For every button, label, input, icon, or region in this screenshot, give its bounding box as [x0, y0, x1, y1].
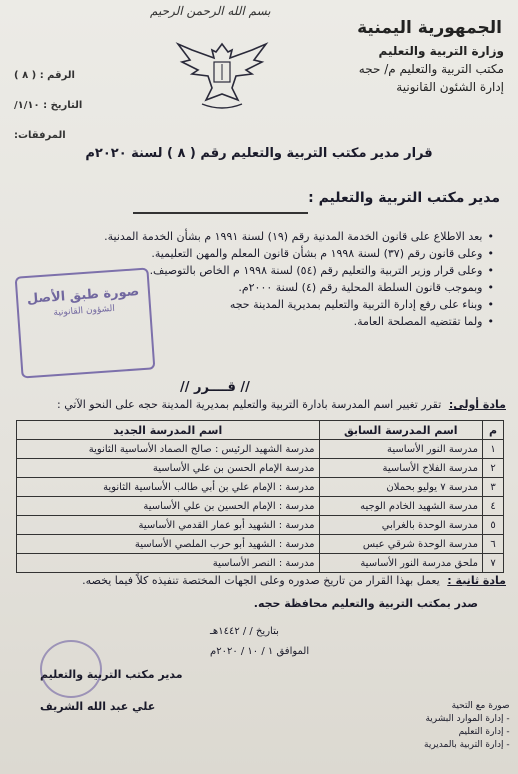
col-header-old-name: اسم المدرسة السابق: [319, 421, 482, 440]
old-school-name: مدرسة الشهيد الخادم الوجيه: [319, 497, 482, 516]
new-school-name: مدرسة : النصر الأساسية: [17, 554, 320, 573]
decree-title: قرار مدير مكتب التربية والتعليم رقم ( ٨ ) لسنة ٢٠٢٠م: [85, 146, 433, 161]
preamble-item: • وعلى قانون رقم (٣٧) لسنة ١٩٩٨ م بشأن قانون المعلم والمهن التعليمية.: [24, 245, 494, 262]
article-two: [12, 574, 506, 587]
row-number: ٧: [483, 554, 504, 573]
article-one-label: مادة أولى:: [448, 398, 506, 411]
stamp-line: صورة طبق الأصل: [26, 284, 140, 307]
signer-title: مدير مكتب التربية والتعليم: [40, 668, 183, 681]
preamble-item: • بعد الاطلاع على قانون الخدمة المدنية رقم (١٩) لسنة ١٩٩١ م بشأن الخدمة المدنية.: [24, 228, 494, 245]
issued-statement: صدر بمكتب التربية والتعليم محافظة حجه.: [253, 597, 478, 610]
table-row: [17, 440, 504, 459]
col-header-number: م: [483, 421, 504, 440]
table-row: [17, 535, 504, 554]
attachments-label: المرفقات:: [14, 130, 66, 141]
decision-heading: // قــــرر //: [180, 380, 250, 395]
office-name: مكتب التربية والتعليم م/ حجه: [358, 62, 504, 76]
article-two-text: يعمل بهذا القرار من تاريخ صدوره وعلى الجهات المختصة تنفيذه كلاً فيما يخصه.: [82, 574, 440, 587]
hijri-date: بتاريخ / / ١٤٤٢هـ: [210, 626, 279, 637]
old-school-name: مدرسة النور الأساسية: [319, 440, 482, 459]
table-header-row: [17, 421, 504, 440]
copy-recipient: - إدارة التعليم: [458, 727, 510, 737]
col-header-new-name: اسم المدرسة الجديد: [17, 421, 320, 440]
table-row: [17, 497, 504, 516]
row-number: ٤: [483, 497, 504, 516]
old-school-name: مدرسة ٧ يوليو بحملان: [319, 478, 482, 497]
row-number: ٣: [483, 478, 504, 497]
article-one-text: تقرر تغيير اسم المدرسة بادارة التربية والتعليم بمديرية المدينة حجه على النحو الآتي :: [57, 398, 442, 411]
department-name: إدارة الشئون القانونية: [396, 80, 504, 94]
preamble-item: • ولما تقتضيه المصلحة العامة.: [24, 313, 494, 330]
stamp-line: الشؤون القانونية: [53, 303, 116, 319]
row-number: ١: [483, 440, 504, 459]
new-school-name: مدرسة : الشهيد أبو عمار القدمي الأساسية: [17, 516, 320, 535]
copies-heading: صورة مع التحية: [451, 701, 510, 711]
basmala: بسم الله الرحمن الرحيم: [150, 4, 271, 18]
new-school-name: مدرسة : الشهيد أبو حرب الملصي الأساسية: [17, 535, 320, 554]
preamble-item: • وبناء على رفع إدارة التربية والتعليم بمديرية المدينة حجه: [24, 296, 494, 313]
table-row: [17, 554, 504, 573]
new-school-name: مدرسة : الإمام علي بن أبي طالب الأساسية الثانوية: [17, 478, 320, 497]
reference-number: الرقم : ( ٨ ): [14, 70, 75, 81]
new-school-name: مدرسة الإمام الحسن بن علي الأساسية: [17, 459, 320, 478]
article-one: [12, 398, 506, 411]
article-two-label: مادة ثانية :: [447, 574, 506, 587]
schools-table: [16, 420, 504, 573]
row-number: ٥: [483, 516, 504, 535]
issuer-heading: مدير مكتب التربية والتعليم :: [308, 190, 500, 206]
new-school-name: مدرسة : الإمام الحسين بن علي الأساسية: [17, 497, 320, 516]
republic-name: الجمهورية اليمنية: [357, 18, 502, 38]
new-school-name: مدرسة الشهيد الرئيس : صالح الصماد الأساسية الثانوية: [17, 440, 320, 459]
heading-underline: [133, 212, 308, 214]
copy-recipient: - إدارة الموارد البشرية: [425, 714, 510, 724]
copy-recipient: - إدارة التربية بالمديرية: [424, 740, 510, 750]
preamble-item: • وعلى قرار وزير التربية والتعليم رقم (٥٤) لسنة ١٩٩٨ م الخاص بالتوصيف.: [24, 262, 494, 279]
ministry-name: وزارة التربية والتعليم: [378, 44, 504, 58]
old-school-name: مدرسة الوحدة شرقي عبس: [319, 535, 482, 554]
copies-to-list: [424, 700, 510, 752]
old-school-name: مدرسة الفلاح الأساسية: [319, 459, 482, 478]
eagle-emblem-icon: [172, 36, 272, 114]
old-school-name: مدرسة الوحدة بالغرابي: [319, 516, 482, 535]
table-row: [17, 459, 504, 478]
old-school-name: ملحق مدرسة النور الأساسية: [319, 554, 482, 573]
table-row: [17, 516, 504, 535]
row-number: ٢: [483, 459, 504, 478]
certified-copy-stamp: [15, 267, 156, 378]
table-row: [17, 478, 504, 497]
gregorian-date: الموافق ١ / ١٠ / ٢٠٢٠م: [210, 646, 310, 657]
document-date: التاريخ : ١/١٠/: [14, 100, 83, 111]
preamble-item: • وبموجب قانون السلطة المحلية رقم (٤) لسنة ٢٠٠٠م.: [24, 279, 494, 296]
row-number: ٦: [483, 535, 504, 554]
signer-name: علي عبد الله الشريف: [40, 700, 156, 713]
